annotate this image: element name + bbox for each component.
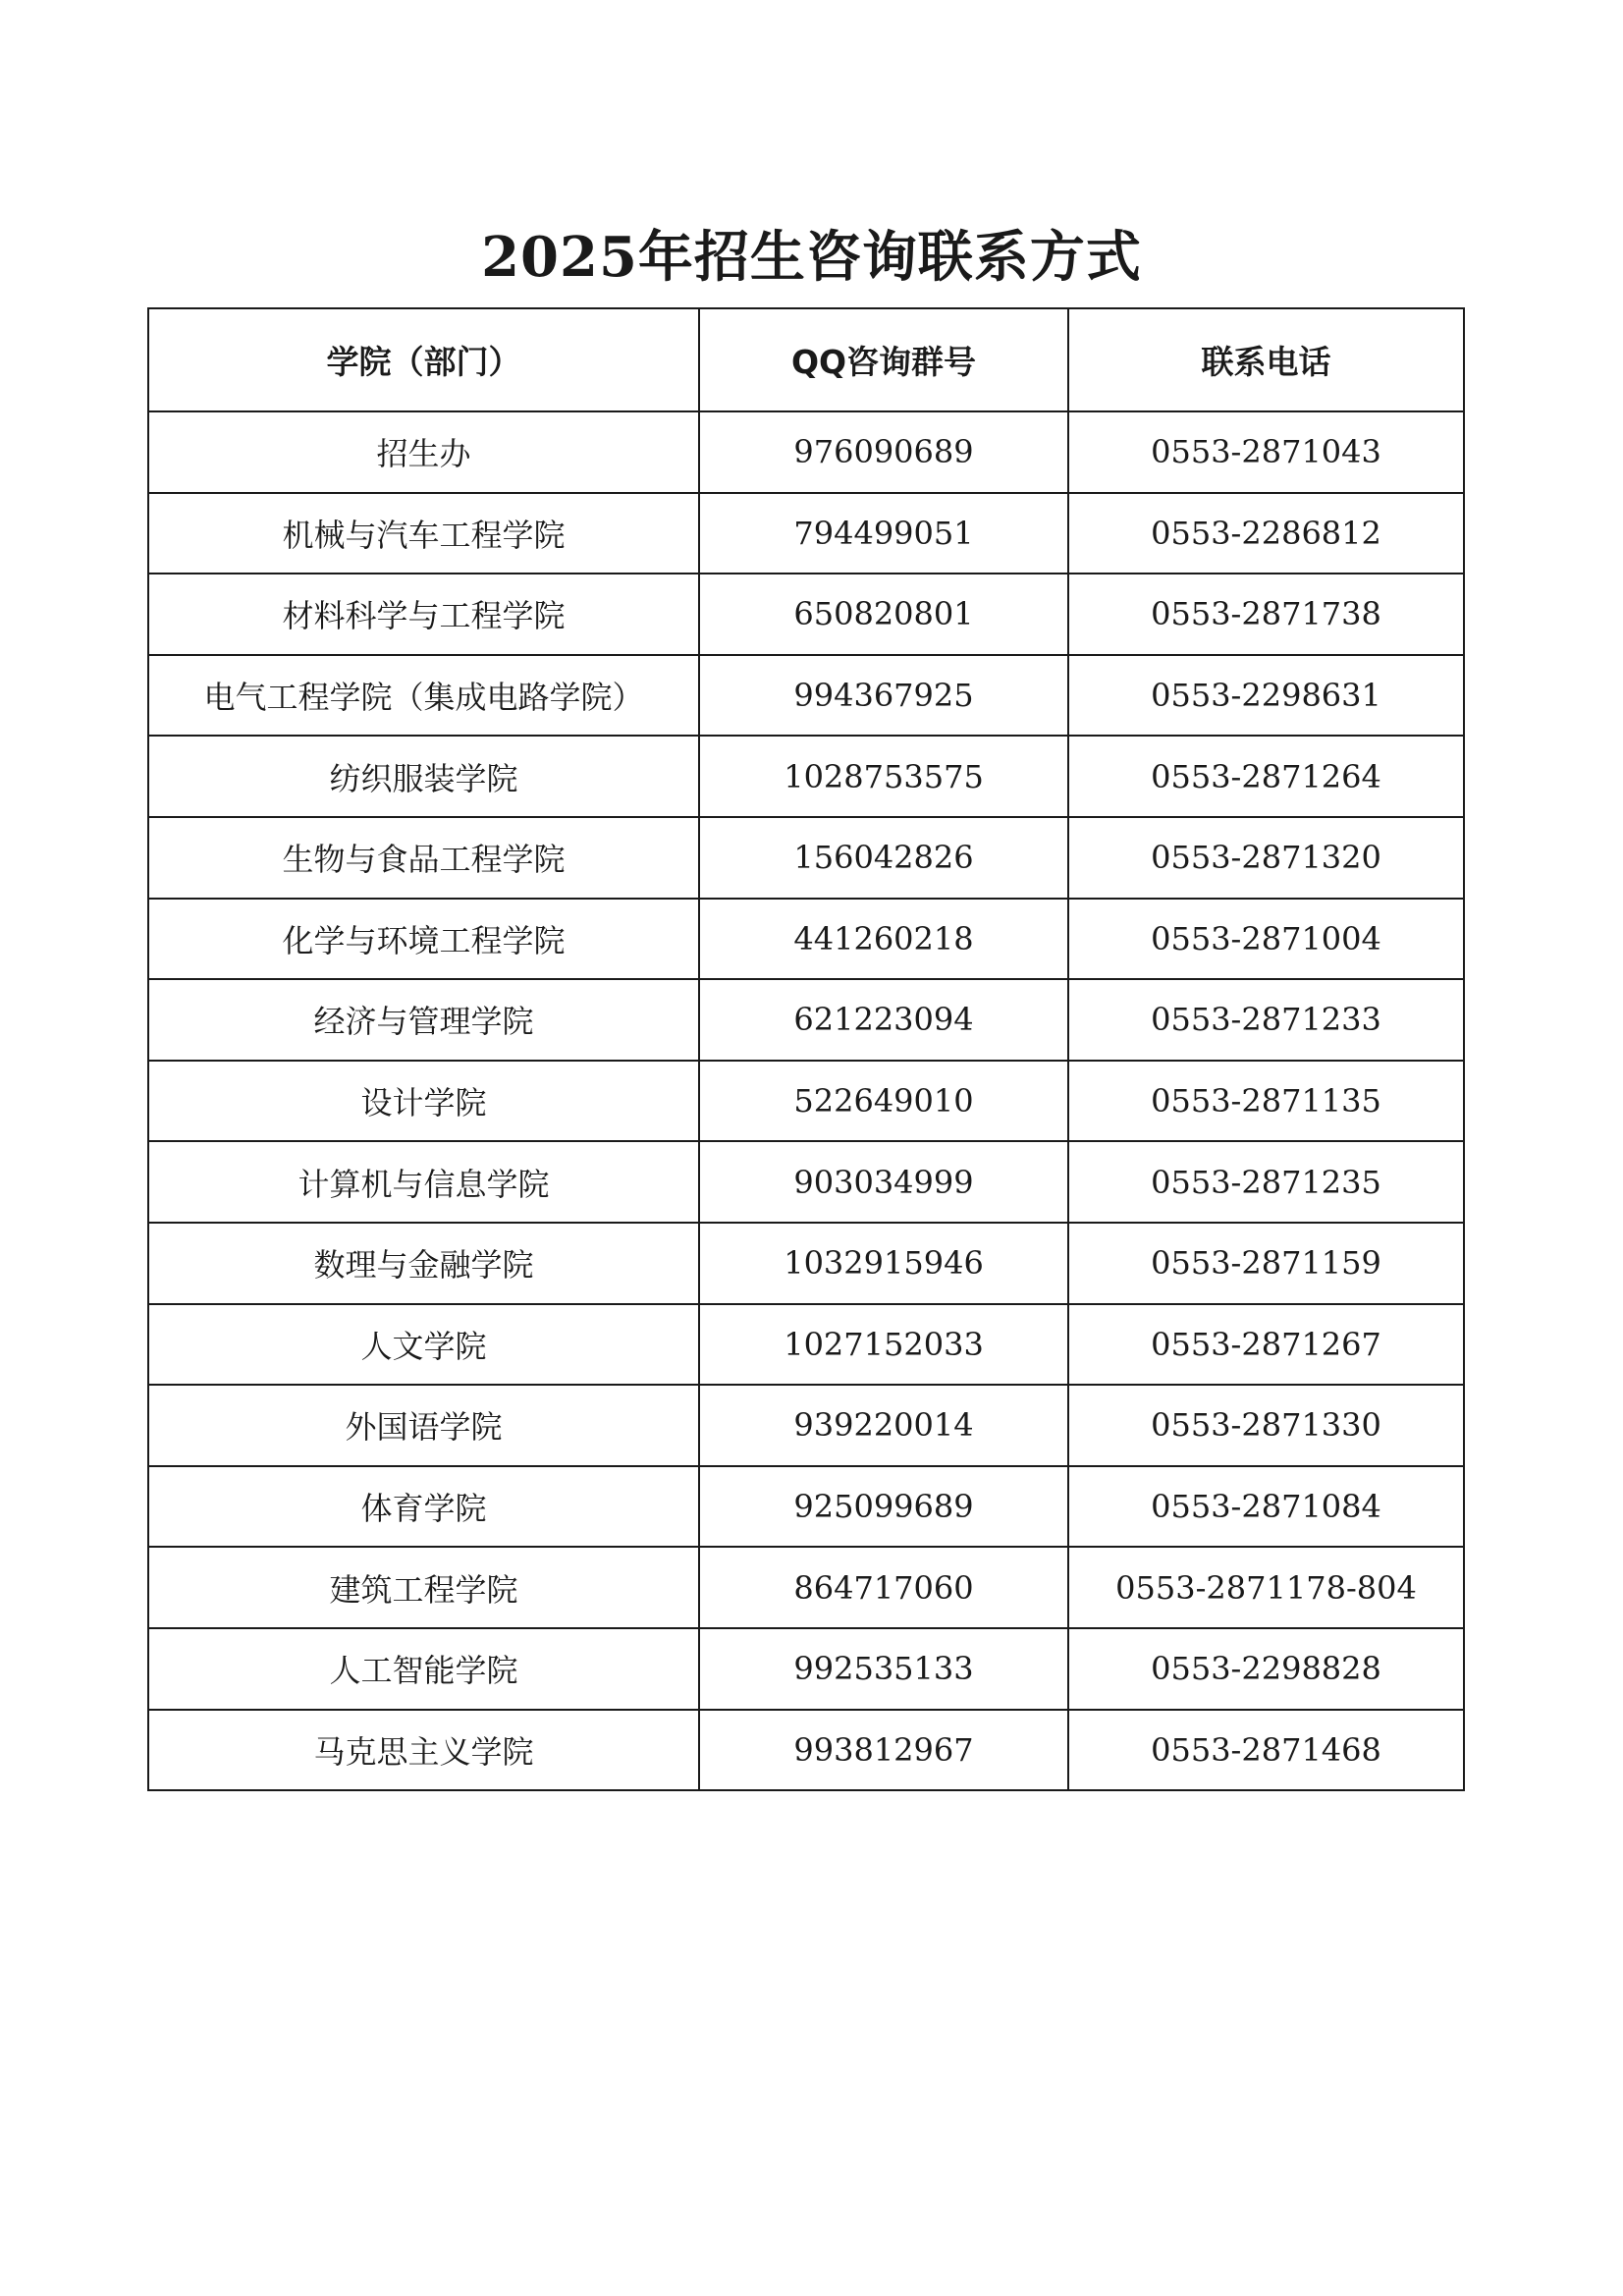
department-cell: 人工智能学院 [148, 1628, 699, 1710]
qq-group-cell: 939220014 [699, 1385, 1068, 1466]
table-row [148, 1141, 1464, 1223]
qq-group-cell: 903034999 [699, 1141, 1068, 1223]
table-row [148, 1466, 1464, 1548]
department-cell: 体育学院 [148, 1466, 699, 1548]
qq-group-cell: 864717060 [699, 1547, 1068, 1628]
table-row [148, 736, 1464, 817]
contact-table [147, 307, 1465, 1791]
department-cell: 计算机与信息学院 [148, 1141, 699, 1223]
department-cell: 外国语学院 [148, 1385, 699, 1466]
qq-group-cell: 441260218 [699, 899, 1068, 980]
qq-group-cell: 925099689 [699, 1466, 1068, 1548]
department-cell: 纺织服装学院 [148, 736, 699, 817]
phone-cell: 0553-2286812 [1068, 493, 1464, 574]
table-row [148, 899, 1464, 980]
qq-group-cell: 156042826 [699, 817, 1068, 899]
phone-cell: 0553-2871235 [1068, 1141, 1464, 1223]
department-cell: 数理与金融学院 [148, 1223, 699, 1304]
department-cell: 设计学院 [148, 1061, 699, 1142]
phone-cell: 0553-2871159 [1068, 1223, 1464, 1304]
department-cell: 电气工程学院（集成电路学院） [148, 655, 699, 737]
column-header-department: 学院（部门） [148, 308, 699, 411]
qq-group-cell: 522649010 [699, 1061, 1068, 1142]
department-cell: 招生办 [148, 411, 699, 493]
table-row [148, 1061, 1464, 1142]
qq-group-cell: 1027152033 [699, 1304, 1068, 1386]
phone-cell: 0553-2871178-804 [1068, 1547, 1464, 1628]
table-row [148, 979, 1464, 1061]
table-row [148, 1710, 1464, 1791]
table-row [148, 411, 1464, 493]
department-cell: 机械与汽车工程学院 [148, 493, 699, 574]
department-cell: 生物与食品工程学院 [148, 817, 699, 899]
qq-group-cell: 1028753575 [699, 736, 1068, 817]
phone-cell: 0553-2298631 [1068, 655, 1464, 737]
department-cell: 经济与管理学院 [148, 979, 699, 1061]
table-row [148, 1223, 1464, 1304]
phone-cell: 0553-2871320 [1068, 817, 1464, 899]
column-header-qq-group: QQ咨询群号 [699, 308, 1068, 411]
phone-cell: 0553-2871468 [1068, 1710, 1464, 1791]
phone-cell: 0553-2871267 [1068, 1304, 1464, 1386]
qq-group-cell: 650820801 [699, 574, 1068, 655]
table-header-row [148, 308, 1464, 411]
table-row [148, 1628, 1464, 1710]
table-row [148, 574, 1464, 655]
column-header-phone: 联系电话 [1068, 308, 1464, 411]
table-row [148, 1304, 1464, 1386]
qq-group-cell: 976090689 [699, 411, 1068, 493]
phone-cell: 0553-2298828 [1068, 1628, 1464, 1710]
page-title: 2025年招生咨询联系方式 [481, 225, 1142, 290]
phone-cell: 0553-2871135 [1068, 1061, 1464, 1142]
department-cell: 材料科学与工程学院 [148, 574, 699, 655]
phone-cell: 0553-2871084 [1068, 1466, 1464, 1548]
table-row [148, 655, 1464, 737]
department-cell: 马克思主义学院 [148, 1710, 699, 1791]
phone-cell: 0553-2871264 [1068, 736, 1464, 817]
phone-cell: 0553-2871043 [1068, 411, 1464, 493]
department-cell: 人文学院 [148, 1304, 699, 1386]
qq-group-cell: 1032915946 [699, 1223, 1068, 1304]
phone-cell: 0553-2871004 [1068, 899, 1464, 980]
table-row [148, 493, 1464, 574]
table-row [148, 817, 1464, 899]
qq-group-cell: 993812967 [699, 1710, 1068, 1791]
qq-group-cell: 794499051 [699, 493, 1068, 574]
department-cell: 建筑工程学院 [148, 1547, 699, 1628]
qq-group-cell: 992535133 [699, 1628, 1068, 1710]
qq-group-cell: 621223094 [699, 979, 1068, 1061]
phone-cell: 0553-2871330 [1068, 1385, 1464, 1466]
table-row [148, 1385, 1464, 1466]
table-row [148, 1547, 1464, 1628]
department-cell: 化学与环境工程学院 [148, 899, 699, 980]
phone-cell: 0553-2871233 [1068, 979, 1464, 1061]
qq-group-cell: 994367925 [699, 655, 1068, 737]
phone-cell: 0553-2871738 [1068, 574, 1464, 655]
